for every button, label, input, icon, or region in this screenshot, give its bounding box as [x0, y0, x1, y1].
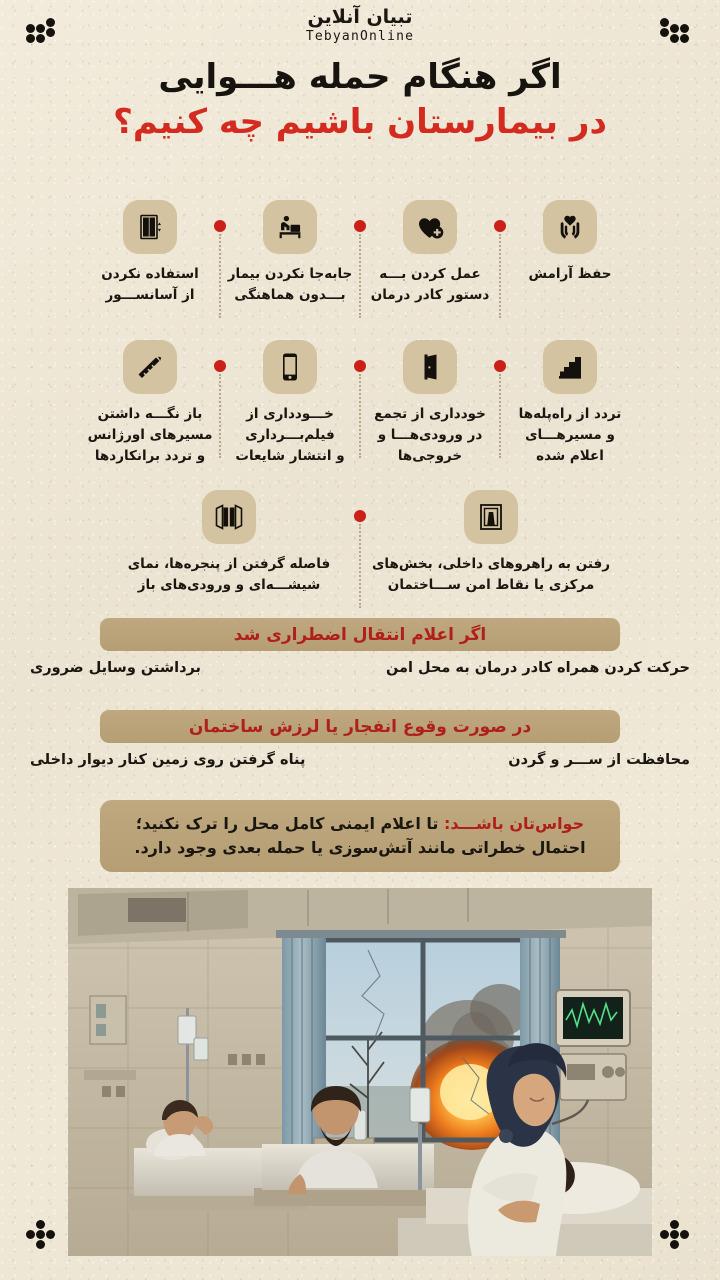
- hospital-air-attack-illustration: [68, 888, 652, 1256]
- tip-text: جابه‌جا نکردن بیمار بـــدون هماهنگی: [227, 266, 353, 303]
- section-item: حرکت کردن همراه کادر درمان به محل امن: [385, 660, 690, 676]
- separator-dash: [499, 374, 501, 458]
- separator-dash: [219, 234, 221, 318]
- tips-row-2: [0, 340, 720, 467]
- warning-lead: حواس‌تان باشـــد:: [443, 814, 585, 833]
- tips-row-3: [0, 490, 720, 608]
- separator-dash: [499, 234, 501, 318]
- brand-logo: [0, 8, 720, 44]
- smartphone-icon: [263, 340, 317, 394]
- heart-in-hands-icon: [543, 200, 597, 254]
- page-title-line1: اگر هنگام حمله هـــوایی: [158, 57, 562, 97]
- separator-dash: [219, 374, 221, 458]
- section-items-emergency-transfer: [30, 660, 690, 676]
- ornament-bottom-left-icon: [26, 1220, 60, 1254]
- brand-logo-fa: تبیان آنلاین: [307, 6, 413, 28]
- warning-line-2: احتمال خطراتی مانند آتش‌سوزی یا حمله بعدی وجود دارد.: [134, 838, 586, 857]
- tip-item: [366, 490, 616, 608]
- separator-dot-icon: [494, 220, 506, 232]
- tip-text: خودداری از تجمع در ورودی‌هـــا و خروجی‌ها: [374, 406, 486, 464]
- row-separator: [214, 200, 226, 318]
- tips-row-1: [0, 200, 720, 318]
- banner-label: اگر اعلام انتقال اضطراری شد: [233, 624, 487, 645]
- separator-dot-icon: [354, 510, 366, 522]
- illustration-svg: [68, 888, 652, 1256]
- tip-item: [86, 200, 214, 318]
- elevator-icon: [123, 200, 177, 254]
- tip-text: عمل کردن بـــه دستور کادر درمان: [370, 266, 490, 303]
- tip-item: [506, 340, 634, 467]
- section-items-explosion-shaking: [30, 752, 690, 768]
- section-item: محافظت از ســـر و گردن: [508, 752, 690, 768]
- tip-text: فاصله گرفتن از پنجره‌ها، نمای شیشـــه‌ای و ورودی‌های باز: [127, 556, 331, 593]
- tip-text: تردد از راه‌پله‌ها و مسیرهـــای اعلام شده: [518, 406, 622, 464]
- separator-dash: [359, 374, 361, 458]
- corridor-icon: [464, 490, 518, 544]
- tip-text: خـــودداری از فیلم‌بـــرداری و انتشار شایعات: [235, 406, 345, 464]
- separator-dash: [359, 234, 361, 318]
- separator-dot-icon: [354, 360, 366, 372]
- section-banner-emergency-transfer: [100, 618, 620, 651]
- row-separator: [354, 490, 366, 608]
- brand-logo-en: TebyanOnline: [305, 28, 415, 44]
- row-separator: [214, 340, 226, 467]
- tip-text: رفتن به راهروهای داخلی، بخش‌های مرکزی یا نقاط امن ســـاختمان: [372, 556, 610, 593]
- ornament-bottom-right-icon: [660, 1220, 694, 1254]
- warning-line-1-rest: تا اعلام ایمنی کامل محل را ترک نکنید؛: [135, 814, 444, 833]
- separator-dot-icon: [354, 220, 366, 232]
- tip-item: [86, 340, 214, 467]
- tip-text: حفظ آرامش: [528, 266, 612, 282]
- section-item: برداشتن وسایل ضروری: [30, 660, 201, 676]
- tip-item: [366, 200, 494, 318]
- open-window-icon: [202, 490, 256, 544]
- separator-dash: [359, 524, 361, 608]
- page-title: [0, 57, 720, 144]
- section-item: پناه گرفتن روی زمین کنار دیوار داخلی: [30, 752, 306, 768]
- tip-item: [226, 340, 354, 467]
- separator-dot-icon: [214, 220, 226, 232]
- row-separator: [354, 340, 366, 467]
- tip-item: [104, 490, 354, 608]
- separator-dot-icon: [214, 360, 226, 372]
- row-separator: [494, 200, 506, 318]
- warning-box: [100, 800, 620, 872]
- section-banner-explosion-shaking: [100, 710, 620, 743]
- row-separator: [354, 200, 366, 318]
- heart-plus-icon: [403, 200, 457, 254]
- warning-line-1: [136, 812, 584, 836]
- page-title-line2: در بیمارستان باشیم چه کنیم؟: [113, 102, 607, 143]
- tip-text: استفاده نکردن از آسانســـور: [101, 266, 199, 303]
- row-separator: [494, 340, 506, 467]
- patient-bed-icon: [263, 200, 317, 254]
- tip-text: باز نگـــه داشتن مسیرهای اورژانس و تردد برانکاردها: [87, 406, 213, 464]
- tip-item: [506, 200, 634, 318]
- tip-item: [226, 200, 354, 318]
- stairs-icon: [543, 340, 597, 394]
- road-route-icon: [123, 340, 177, 394]
- separator-dot-icon: [494, 360, 506, 372]
- tip-item: [366, 340, 494, 467]
- door-icon: [403, 340, 457, 394]
- banner-label: در صورت وقوع انفجار یا لرزش ساختمان: [188, 716, 532, 737]
